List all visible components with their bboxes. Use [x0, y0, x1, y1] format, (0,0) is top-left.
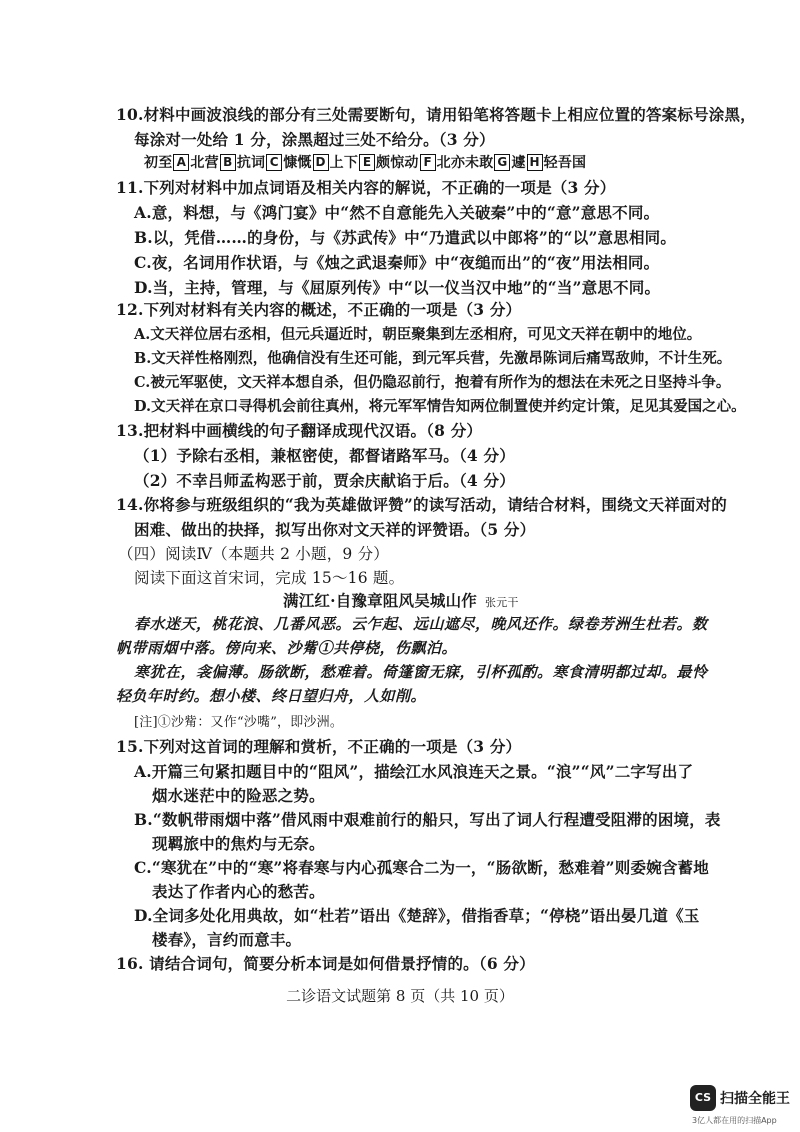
q15-option-c-line1: C.“寒犹在”中的“寒”将春寒与内心孤寒合二为一，“肠欲断，愁难着”则委婉含蓄地 [134, 858, 709, 877]
q10-stem-line1: 10.材料中画波浪线的部分有三处需要断句，请用铅笔将答题卡上相应位置的答案标号涂黑， [116, 105, 756, 124]
poem-note: [注]①沙觜：又作“沙嘴”，即沙洲。 [134, 715, 344, 730]
q12-option-c: C.被元军驱使，文天祥本想自杀，但仍隐忍前行，抱着有所作为的想法在未死之日坚持斗争。 [134, 374, 731, 391]
q15-option-b-line1: B.“数帆带雨烟中落”借风雨中艰难前行的船只，写出了词人行程遭受阻滞的困境，表 [134, 810, 721, 829]
q12-option-d: D.文天祥在京口寻得机会前往真州，将元军军情告知两位制置使并约定计策，足见其爱国之心。 [134, 398, 746, 415]
marker-box: F [420, 154, 436, 171]
segment: 遽 [511, 155, 526, 171]
q15-option-a-line2: 烟水迷茫中的险恶之势。 [152, 786, 325, 805]
q11-option-d: D.当，主持，管理，与《屈原列传》中“以一仪当汉中地”的“当”意思不同。 [134, 278, 661, 297]
marker-box: D [313, 154, 329, 171]
q16-stem: 16. 请结合词句，简要分析本词是如何借景抒情的。（6 分） [116, 954, 535, 973]
poem-title: 满江红·自豫章阻风吴城山作 [283, 591, 477, 610]
marker-box: C [266, 154, 282, 171]
q11-stem: 11.下列对材料中加点词语及相关内容的解说，不正确的一项是（3 分） [116, 178, 616, 197]
segment: 北亦未敢 [436, 155, 494, 171]
segment: 颇惊动 [376, 155, 419, 171]
cs-logo-icon: CS [690, 1085, 716, 1111]
poem-line-1: 春水迷天，桃花浪、几番风恶。云乍起、远山遮尽，晚风还作。绿卷芳洲生杜若。数 [134, 615, 708, 633]
q15-stem: 15.下列对这首词的理解和赏析，不正确的一项是（3 分） [116, 737, 522, 756]
page-footer: 二诊语文试题第 8 页（共 10 页） [286, 987, 514, 1005]
q15-option-b-line2: 现羁旅中的焦灼与无奈。 [152, 834, 325, 853]
poem-line-4: 轻负年时约。想小楼、终日望归舟，人如削。 [116, 687, 427, 705]
segment: 抗词 [236, 155, 266, 171]
q12-option-a: A.文天祥位居右丞相，但元兵逼近时，朝臣聚集到左丞相府，可见文天祥在朝中的地位。 [134, 326, 702, 343]
q14-stem-line2: 困难、做出的抉择，拟写出你对文天祥的评赞语。（5 分） [134, 520, 536, 539]
poem-line-2: 帆带雨烟中落。傍向来、沙觜①共停桡，伤飘泊。 [116, 639, 458, 657]
marker-box: A [173, 154, 189, 171]
q10-stem-line2: 每涂对一处给 1 分，涂黑超过三处不给分。（3 分） [134, 130, 495, 149]
watermark-app-name: 扫描全能王 [720, 1091, 790, 1107]
q13-item-2: （2）不幸吕师孟构恶于前，贾余庆献谄于后。（4 分） [134, 471, 515, 490]
q13-stem: 13.把材料中画横线的句子翻译成现代汉语。（8 分） [116, 421, 483, 440]
segment: 初至 [144, 155, 173, 171]
q15-option-c-line2: 表达了作者内心的愁苦。 [152, 882, 325, 901]
q13-item-1: （1）予除右丞相，兼枢密使，都督诸路军马。（4 分） [134, 446, 515, 465]
marker-box: E [359, 154, 375, 171]
poem-author: 张元干 [485, 596, 519, 609]
q11-option-c: C.夜，名词用作状语，与《烛之武退秦师》中“夜缒而出”的“夜”用法相同。 [134, 253, 660, 272]
q11-option-a: A.意，料想，与《鸿门宴》中“然不自意能先入关破秦”中的“意”意思不同。 [134, 203, 660, 222]
segment: 上下 [329, 155, 359, 171]
section-instruction: 阅读下面这首宋词，完成 15～16 题。 [134, 569, 405, 587]
poem-line-3: 寒犹在，衾偏薄。肠欲断，愁难着。倚篷窗无寐，引杯孤酌。寒食清明都过却。最怜 [134, 663, 708, 681]
q10-sentence-with-markers [144, 152, 586, 172]
watermark-tagline: 3亿人都在用的扫描App [692, 1116, 777, 1125]
marker-box: B [220, 154, 236, 171]
q15-option-a-line1: A.开篇三句紧扣题目中的“阻风”，描绘江水风浪连天之景。“浪”“风”二字写出了 [134, 762, 694, 781]
segment: 慷慨 [283, 155, 312, 171]
q12-option-b: B.文天祥性格刚烈，他确信没有生还可能，到元军兵营，先激昂陈词后痛骂敌帅，不计生死。 [134, 350, 732, 367]
q12-stem: 12.下列对材料有关内容的概述，不正确的一项是（3 分） [116, 300, 522, 319]
q11-option-b: B.以，凭借……的身份，与《苏武传》中“乃遣武以中郎将”的“以”意思相同。 [134, 228, 677, 247]
q14-stem-line1: 14.你将参与班级组织的“我为英雄做评赞”的读写活动，请结合材料，围绕文天祥面对的 [116, 495, 727, 514]
marker-box: G [494, 154, 510, 171]
q15-option-d-line2: 楼春》，言约而意丰。 [152, 930, 302, 949]
segment: 北营 [190, 155, 219, 171]
segment: 轻吾国 [543, 155, 587, 171]
q15-option-d-line1: D.全词多处化用典故，如“杜若”语出《楚辞》，借指香草；“停桡”语出晏几道《玉 [134, 906, 700, 925]
section-heading: （四）阅读Ⅳ（本题共 2 小题，9 分） [118, 545, 389, 563]
marker-box: H [527, 154, 543, 171]
